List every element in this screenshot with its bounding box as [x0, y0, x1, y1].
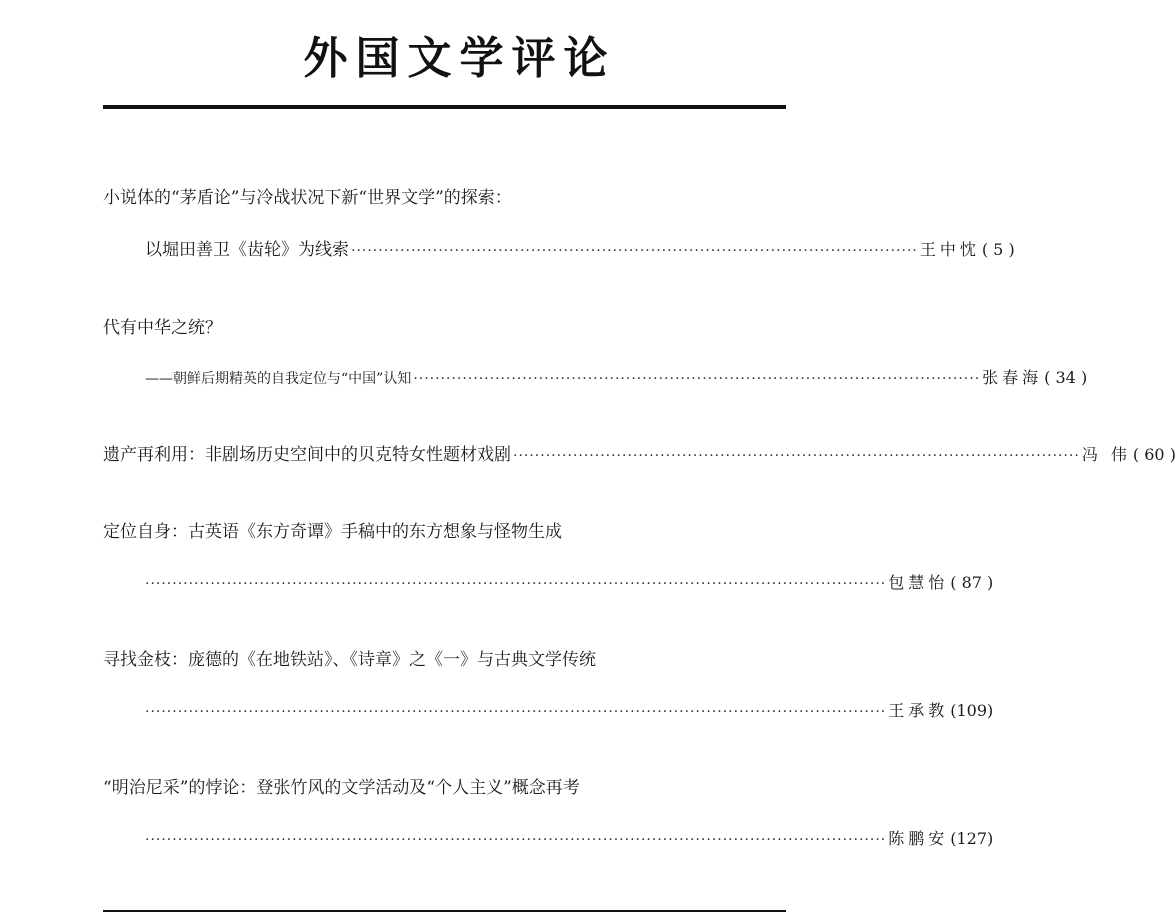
toc-entry-3-title: 遗产再利用：非剧场历史空间中的贝克特女性题材戏剧 [103, 445, 511, 465]
toc-entry-4-author: 包慧怡 [888, 573, 949, 592]
toc-entry-5-title[interactable]: 寻找金枝：庞德的《在地铁站》、《诗章》之《一》与古典文学传统 [103, 650, 596, 670]
dot-leader: ········································································································································ [145, 576, 887, 592]
journal-title: 外国文学评论 [303, 33, 616, 84]
dot-leader: ········································································································ [513, 448, 1080, 464]
toc-entry-1-title[interactable]: 小说体的“茅盾论”与冷战状况下新“世界文学”的探索： [103, 188, 512, 208]
toc-entry-5-author: 王承教 [888, 701, 949, 720]
dot-leader: ········································································································ [413, 371, 981, 387]
toc-entry-6-author: 陈鹏安 [888, 829, 949, 848]
toc-entry-5-detail[interactable] [145, 699, 994, 723]
toc-entry-4-title[interactable]: 定位自身：古英语《东方奇谭》手稿中的东方想象与怪物生成 [103, 522, 562, 542]
toc-entry-2-author: 张春海 [982, 368, 1043, 387]
masthead [0, 22, 919, 86]
toc-entry-4-detail[interactable] [145, 571, 994, 595]
toc-entry-6-title[interactable]: “明治尼采”的悖论：登张竹风的文学活动及“个人主义”概念再考 [103, 778, 580, 798]
toc-entry-3-author: 冯 伟 [1081, 445, 1131, 464]
toc-entry-2-detail[interactable] [145, 366, 1088, 390]
toc-entry-5-page: (109) [950, 701, 994, 720]
toc-entry-3[interactable] [103, 443, 1176, 467]
toc-entry-2-title[interactable]: 代有中华之统？ [103, 318, 222, 338]
dot-leader: ········································································································································ [145, 704, 887, 720]
toc-entry-6-detail[interactable] [145, 827, 994, 851]
toc-entry-3-page: ( 60 ) [1132, 445, 1176, 464]
toc-entry-1-page: ( 5 ) [981, 240, 1015, 259]
toc-entry-6-page: (127) [950, 829, 994, 848]
toc-entry-1-author: 王中忱 [919, 240, 980, 259]
toc-entry-2-page: ( 34 ) [1044, 368, 1088, 387]
toc-entry-4-page: ( 87 ) [950, 573, 994, 592]
top-rule [103, 105, 786, 109]
dot-leader: ········································································································································ [145, 832, 887, 848]
toc-entry-1-detail[interactable] [145, 238, 1015, 262]
bottom-rule [103, 910, 786, 912]
dot-leader: ········································································································ [351, 243, 918, 259]
toc-entry-2-subtitle: ——朝鲜后期精英的自我定位与“中国”认知 [145, 371, 412, 387]
toc-entry-1-subtitle: 以堀田善卫《齿轮》为线索 [145, 240, 349, 260]
